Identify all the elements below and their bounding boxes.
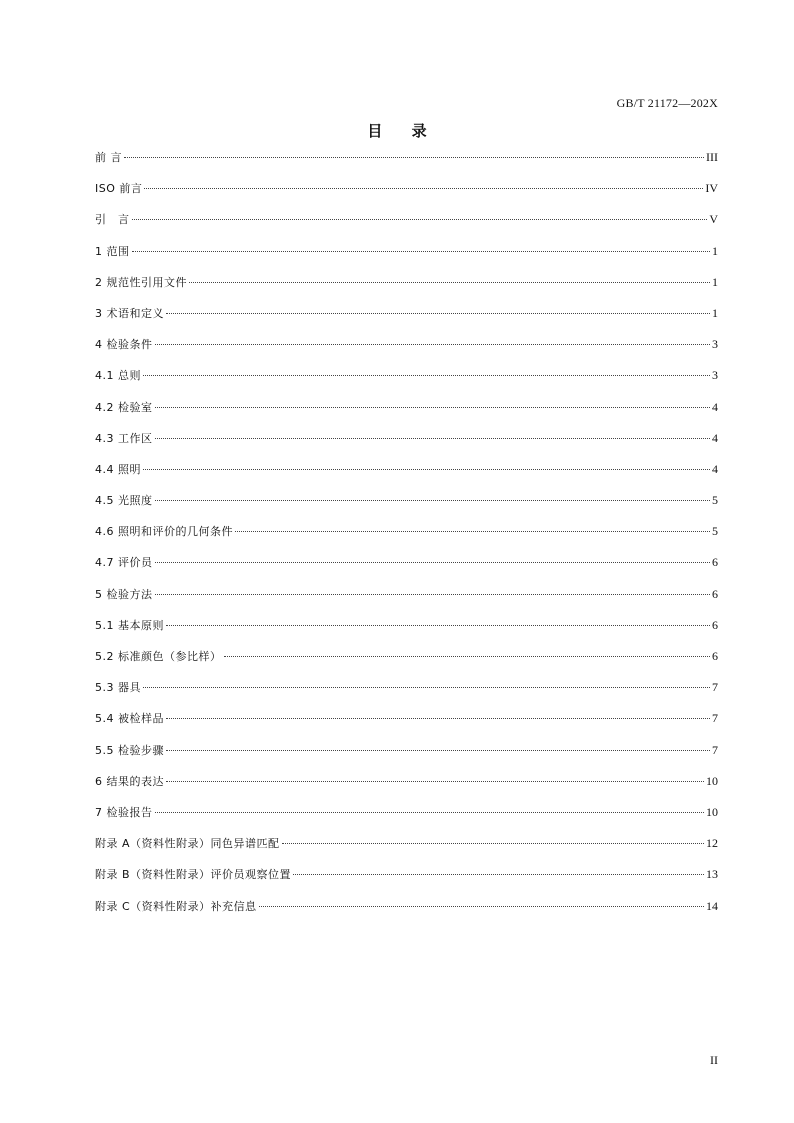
toc-entry-iso-foreword[interactable] [95,173,718,204]
toc-entry-label: 4.2 检验室 [95,400,153,414]
toc-leader-dots [155,500,711,501]
toc-entry-page: 13 [706,867,718,882]
toc-entry-5[interactable] [95,579,718,610]
standard-code: GB/T 21172—202X [616,96,718,110]
toc-leader-dots [259,906,704,907]
toc-entry-page: 6 [712,555,718,570]
toc-entry-4[interactable] [95,329,718,360]
toc-entry-page: 5 [712,493,718,508]
toc-entry-page: 1 [712,243,718,258]
toc-entry-4-1[interactable] [95,360,718,391]
toc-entry-4-5[interactable] [95,485,718,516]
table-of-contents [95,142,718,922]
toc-entry-label: 1 范围 [95,244,130,258]
toc-entry-label: 4.3 工作区 [95,431,153,445]
toc-entry-label: 4 检验条件 [95,338,153,352]
toc-leader-dots [132,251,711,252]
toc-entry-7[interactable] [95,797,718,828]
toc-entry-label: 4.4 照明 [95,462,141,476]
toc-entry-page: 10 [706,804,718,819]
toc-entry-label: 5.1 基本原则 [95,618,164,632]
toc-leader-dots [166,625,710,626]
toc-leader-dots [166,781,704,782]
toc-entry-page: 7 [712,711,718,726]
toc-entry-5-3[interactable] [95,672,718,703]
toc-entry-label: 5.5 检验步骤 [95,743,164,757]
toc-entry-page: 6 [712,586,718,601]
toc-entry-label: 附录 A（资料性附录）同色异谱匹配 [95,837,280,851]
toc-entry-1[interactable] [95,236,718,267]
toc-entry-label: 7 检验报告 [95,805,153,819]
toc-entry-6[interactable] [95,766,718,797]
toc-entry-2[interactable] [95,267,718,298]
toc-entry-page: 4 [712,461,718,476]
toc-entry-4-6[interactable] [95,516,718,547]
toc-entry-annex-b[interactable] [95,859,718,890]
toc-entry-page: 3 [712,368,718,383]
toc-entry-page: III [706,150,718,164]
toc-entry-page: 4 [712,399,718,414]
toc-entry-5-4[interactable] [95,703,718,734]
toc-entry-5-5[interactable] [95,735,718,766]
toc-entry-page: 14 [706,898,718,913]
toc-entry-label: ISO 前言 [95,182,143,196]
toc-leader-dots [282,843,704,844]
toc-leader-dots [155,812,705,813]
toc-entry-label: 5.2 标准颜色（参比样） [95,650,222,663]
toc-entry-page: 10 [706,773,718,788]
toc-leader-dots [235,531,710,532]
toc-entry-page: IV [705,181,718,196]
toc-title: 目 录 [367,122,439,140]
toc-entry-label: 引 言 [95,213,130,227]
toc-leader-dots [166,750,710,751]
toc-entry-label: 4.6 照明和评价的几何条件 [95,525,233,539]
toc-entry-page: 6 [712,617,718,632]
toc-entry-label: 4.1 总则 [95,369,141,383]
toc-entry-foreword[interactable] [95,142,718,173]
toc-entry-label: 2 规范性引用文件 [95,275,187,289]
toc-entry-4-3[interactable] [95,423,718,454]
toc-entry-label: 附录 B（资料性附录）评价员观察位置 [95,868,292,882]
toc-leader-dots [155,562,711,563]
toc-entry-label: 6 结果的表达 [95,774,164,788]
toc-leader-dots [224,656,711,657]
toc-entry-4-4[interactable] [95,454,718,485]
toc-entry-page: 4 [712,430,718,445]
toc-leader-dots [293,874,704,875]
toc-entry-page: 3 [712,337,718,352]
toc-entry-label: 4.5 光照度 [95,494,153,508]
toc-entry-page: V [709,212,718,227]
toc-leader-dots [166,313,710,314]
toc-entry-page: 12 [706,836,718,851]
toc-leader-dots [155,407,711,408]
toc-entry-introduction[interactable] [95,204,718,235]
toc-leader-dots [143,687,710,688]
toc-entry-3[interactable] [95,298,718,329]
toc-leader-dots [132,219,708,220]
toc-entry-page: 5 [712,524,718,539]
toc-leader-dots [124,157,704,158]
toc-leader-dots [155,344,711,345]
toc-leader-dots [143,469,710,470]
toc-leader-dots [143,375,710,376]
toc-entry-page: 1 [712,274,718,289]
toc-entry-5-2[interactable] [95,641,718,672]
toc-entry-page: 1 [712,305,718,320]
toc-entry-label: 附录 C（资料性附录）补充信息 [95,899,257,913]
toc-entry-4-7[interactable] [95,547,718,578]
toc-entry-page: 6 [712,649,718,663]
toc-leader-dots [189,282,710,283]
toc-leader-dots [155,594,711,595]
toc-entry-label: 5 检验方法 [95,587,153,601]
toc-entry-5-1[interactable] [95,610,718,641]
toc-entry-label: 前 言 [95,151,122,164]
toc-entry-annex-a[interactable] [95,828,718,859]
page-number: II [710,1053,718,1067]
toc-entry-annex-c[interactable] [95,891,718,922]
toc-leader-dots [155,438,711,439]
toc-entry-4-2[interactable] [95,392,718,423]
toc-leader-dots [166,718,710,719]
toc-entry-label: 3 术语和定义 [95,306,164,320]
toc-entry-label: 5.3 器具 [95,681,141,695]
toc-entry-page: 7 [712,742,718,757]
toc-entry-label: 4.7 评价员 [95,556,153,570]
toc-entry-page: 7 [712,680,718,695]
toc-entry-label: 5.4 被检样品 [95,712,164,726]
toc-leader-dots [144,188,703,189]
